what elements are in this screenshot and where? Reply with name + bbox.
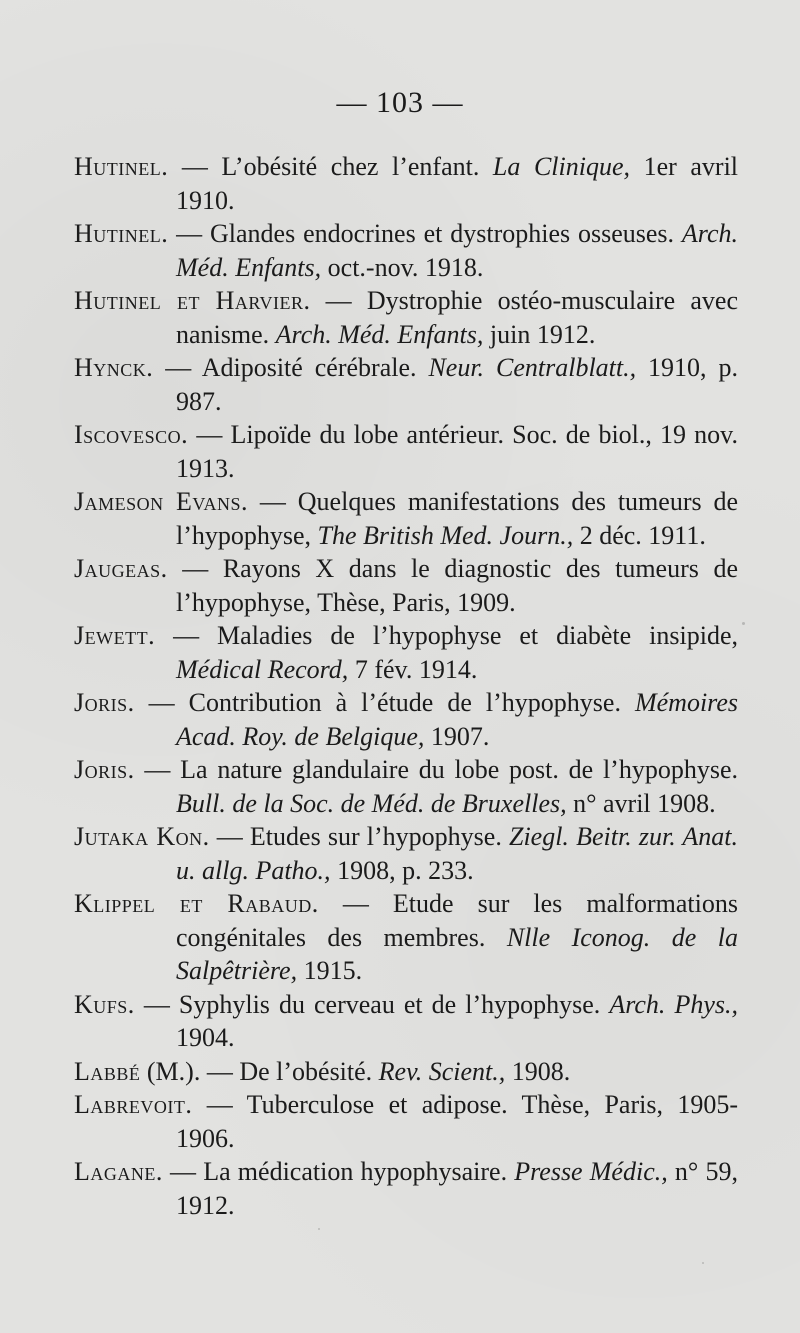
- entry-author: Hutinel.: [74, 152, 169, 181]
- entry-text: — Maladies de l’hypophyse et diabète insipide,: [155, 621, 738, 650]
- entry-rest: 1908.: [505, 1056, 571, 1086]
- entry-text: — Etudes sur l’hypophyse.: [209, 822, 509, 851]
- entry-text: — Adiposité cérébrale.: [153, 353, 429, 382]
- entry-journal: Arch. Méd. Enfants,: [176, 219, 738, 282]
- scan-speck: [702, 1262, 704, 1264]
- entry-author: Labbé: [74, 1056, 141, 1086]
- entry-rest: n° avril 1908.: [566, 788, 716, 818]
- entry-journal: La Clinique,: [492, 152, 631, 181]
- entry-rest: 1915.: [297, 956, 363, 985]
- entry-text: — Dystrophie ostéo-musculaire avec nanisme.: [176, 286, 738, 349]
- entry-journal: Bull. de la Soc. de Méd. de Bruxelles,: [176, 788, 567, 818]
- entry-author: Lagane.: [74, 1157, 163, 1186]
- entry-journal: Médical Record,: [176, 654, 349, 684]
- bibliography-entry: [74, 988, 738, 1055]
- bibliography-entry: [74, 820, 738, 887]
- entry-text: — La nature glandulaire du lobe post. de l’hypophyse.: [134, 755, 738, 784]
- entry-text: — Etude sur les malformations congénitales des membres.: [176, 889, 738, 952]
- page-number: — 103 —: [336, 86, 464, 119]
- entry-author: Joris.: [74, 755, 135, 784]
- entry-text: — Glandes endocrines et dystrophies osseuses.: [168, 219, 682, 248]
- entry-author: Kufs.: [74, 989, 135, 1019]
- bibliography-entry: [74, 552, 738, 619]
- bibliography-entry: [74, 150, 738, 217]
- entry-text: — La médication hypophysaire.: [162, 1157, 515, 1186]
- bibliography-entry: [74, 1055, 738, 1089]
- bibliography-entry: [74, 887, 738, 988]
- bibliography-entry: [74, 351, 738, 418]
- entry-text: — Rayons X dans le diagnostic des tumeurs de l’hypophyse, Thèse, Paris, 1909.: [167, 554, 738, 617]
- entry-rest: 1904.: [176, 1023, 235, 1052]
- scan-speck: [318, 1228, 320, 1230]
- entry-author: Labrevoit.: [74, 1090, 193, 1119]
- entry-rest: 1908, p. 233.: [330, 855, 474, 885]
- entry-author: Iscovesco.: [74, 420, 189, 449]
- entry-text: — Contribution à l’étude de l’hypophyse.: [134, 688, 635, 717]
- entry-text: — Tuberculose et adipose. Thèse, Paris, 1905-1906.: [176, 1090, 738, 1153]
- entry-journal: Ziegl. Beitr. zur. Anat. u. allg. Patho.,: [176, 822, 738, 885]
- entry-author: Jutaka Kon.: [74, 822, 210, 851]
- entry-journal: Arch. Méd. Enfants,: [275, 319, 484, 349]
- entry-text: (M.). — De l’obésité.: [140, 1056, 379, 1086]
- bibliography-entry: [74, 1088, 738, 1155]
- entry-journal: Rev. Scient.,: [378, 1056, 506, 1086]
- entry-author: Jewett.: [74, 621, 156, 650]
- entry-text: — Lipoïde du lobe antérieur. Soc. de biol., 19 nov. 1913.: [176, 420, 738, 483]
- entry-author: Jaugeas.: [74, 554, 168, 583]
- entry-author: Hynck.: [74, 353, 154, 382]
- entry-journal: Nlle Iconog. de la Salpêtrière,: [176, 922, 738, 985]
- entry-rest: oct.-nov. 1918.: [321, 252, 484, 282]
- bibliography-entry: [74, 686, 738, 753]
- entry-author: Klippel et Rabaud.: [74, 889, 319, 918]
- bibliography-entry: [74, 485, 738, 552]
- bibliography-entry: [74, 284, 738, 351]
- entry-journal: The British Med. Journ.,: [317, 520, 574, 550]
- entry-rest: n° 59, 1912.: [176, 1157, 738, 1220]
- entry-rest: 1er avril 1910.: [176, 152, 739, 215]
- entry-rest: 1910, p. 987.: [176, 353, 738, 416]
- entry-rest: 7 fév. 1914.: [348, 654, 478, 684]
- entry-text: — Syphylis du cerveau et de l’hypophyse.: [134, 989, 610, 1019]
- entry-rest: 2 déc. 1911.: [573, 520, 706, 550]
- entry-author: Joris.: [74, 688, 135, 717]
- entry-journal: Neur. Centralblatt.,: [428, 353, 637, 382]
- entry-rest: juin 1912.: [483, 319, 596, 349]
- entry-author: Jameson Evans.: [74, 487, 249, 516]
- entry-text: — Quelques manifestations des tumeurs de l’hypophyse,: [176, 487, 738, 550]
- bibliography-entry: [74, 753, 738, 820]
- entry-text: — L’obésité chez l’enfant.: [168, 152, 493, 181]
- bibliography-entry: [74, 1155, 738, 1222]
- bibliography-entry: [74, 217, 738, 284]
- entry-journal: Arch. Phys.,: [609, 989, 739, 1019]
- entry-author: Hutinel et Harvier.: [74, 286, 311, 315]
- entry-author: Hutinel.: [74, 219, 169, 248]
- bibliography-entry: [74, 619, 738, 686]
- bibliography-list: [74, 150, 738, 1222]
- entry-journal: Mémoires Acad. Roy. de Belgique,: [176, 688, 738, 751]
- entry-rest: 1907.: [424, 721, 490, 751]
- scan-speck: [742, 622, 745, 625]
- bibliography-entry: [74, 418, 738, 485]
- entry-journal: Presse Médic.,: [514, 1157, 668, 1186]
